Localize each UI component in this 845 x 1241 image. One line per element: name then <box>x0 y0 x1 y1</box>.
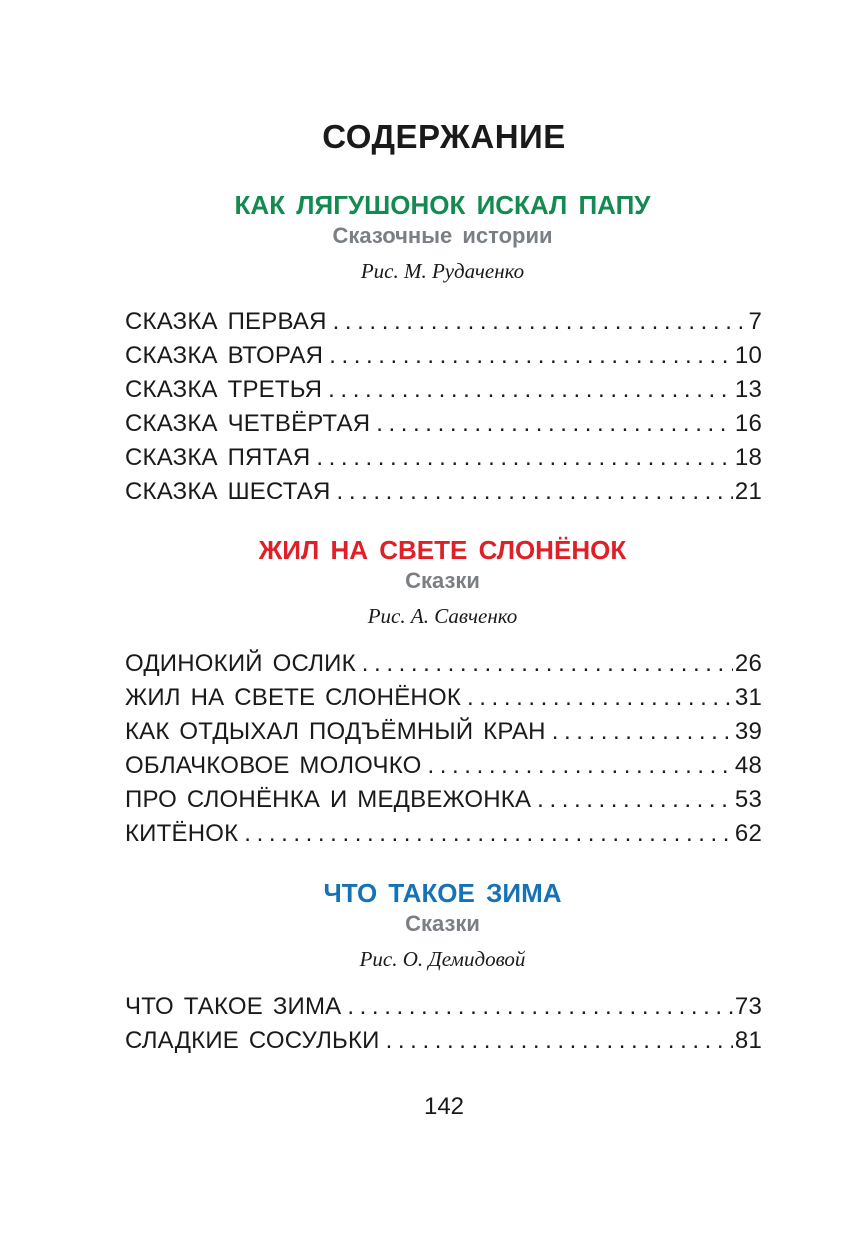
section-frog <box>0 190 845 290</box>
toc-entry[interactable] <box>125 647 762 681</box>
section-subtitle: Сказочные истории <box>332 223 553 248</box>
dot-leader <box>362 647 733 681</box>
toc-entry-label: ЖИЛ НА СВЕТЕ СЛОНЁНОК <box>125 684 462 711</box>
toc-entry-page: 81 <box>734 1027 762 1054</box>
page-number: 142 <box>423 1093 465 1120</box>
toc-entry-page: 18 <box>734 444 762 471</box>
section-subtitle: Сказки <box>405 911 480 936</box>
toc-entry-page: 48 <box>734 752 762 779</box>
toc-entry[interactable] <box>125 1024 762 1058</box>
dot-leader <box>329 339 733 373</box>
toc-entry-page: 21 <box>734 478 762 505</box>
toc-entry-page: 10 <box>734 342 762 369</box>
toc-entry[interactable] <box>125 749 762 783</box>
toc-entry-label: СКАЗКА ТРЕТЬЯ <box>125 376 323 403</box>
section-title: ЧТО ТАКОЕ ЗИМА <box>323 878 562 908</box>
toc-entry-page: 73 <box>734 993 762 1020</box>
toc-entry[interactable] <box>125 373 762 407</box>
dot-leader <box>347 990 733 1024</box>
toc-entry-page: 16 <box>734 410 762 437</box>
toc-entry[interactable] <box>125 407 762 441</box>
dot-leader <box>244 817 733 851</box>
toc-entry-page: 53 <box>734 786 762 813</box>
dot-leader <box>428 749 733 783</box>
toc-entry[interactable] <box>125 817 762 851</box>
toc-entry-label: СЛАДКИЕ СОСУЛЬКИ <box>125 1027 380 1054</box>
section-title: ЖИЛ НА СВЕТЕ СЛОНЁНОК <box>258 535 627 565</box>
toc-entry-label: ОБЛАЧКОВОЕ МОЛОЧКО <box>125 752 422 779</box>
toc-list-winter <box>125 990 762 1058</box>
section-title: КАК ЛЯГУШОНОК ИСКАЛ ПАПУ <box>234 190 651 220</box>
toc-entry-label: СКАЗКА ПЯТАЯ <box>125 444 311 471</box>
illustrator-credit: Рис. О. Демидовой <box>359 947 526 971</box>
toc-entry-page: 31 <box>734 684 762 711</box>
section-subtitle: Сказки <box>405 568 480 593</box>
toc-entry-label: ПРО СЛОНЁНКА И МЕДВЕЖОНКА <box>125 786 532 813</box>
dot-leader <box>552 715 733 749</box>
toc-entry[interactable] <box>125 305 762 339</box>
toc-entry-page: 7 <box>748 308 762 335</box>
toc-entry-label: КАК ОТДЫХАЛ ПОДЪЁМНЫЙ КРАН <box>125 718 546 745</box>
toc-list-elephant <box>125 647 762 851</box>
toc-entry-label: ОДИНОКИЙ ОСЛИК <box>125 650 356 677</box>
dot-leader <box>333 305 747 339</box>
toc-entry[interactable] <box>125 715 762 749</box>
toc-entry-label: ЧТО ТАКОЕ ЗИМА <box>125 993 342 1020</box>
dot-leader <box>316 441 733 475</box>
dot-leader <box>537 783 733 817</box>
toc-entry-page: 39 <box>734 718 762 745</box>
toc-entry[interactable] <box>125 339 762 373</box>
toc-entry-label: СКАЗКА ВТОРАЯ <box>125 342 324 369</box>
dot-leader <box>337 475 733 509</box>
page-title: СОДЕРЖАНИЕ <box>322 118 566 155</box>
toc-entry-label: КИТЁНОК <box>125 820 239 847</box>
section-elephant <box>0 535 845 635</box>
toc-entry[interactable] <box>125 783 762 817</box>
toc-entry-page: 26 <box>734 650 762 677</box>
toc-entry[interactable] <box>125 441 762 475</box>
toc-entry[interactable] <box>125 990 762 1024</box>
toc-entry-label: СКАЗКА ПЕРВАЯ <box>125 308 327 335</box>
toc-entry[interactable] <box>125 475 762 509</box>
dot-leader <box>376 407 733 441</box>
illustrator-credit: Рис. А. Савченко <box>367 604 518 628</box>
dot-leader <box>467 681 733 715</box>
toc-entry-label: СКАЗКА ЧЕТВЁРТАЯ <box>125 410 371 437</box>
section-winter <box>0 878 845 978</box>
toc-entry-page: 62 <box>734 820 762 847</box>
toc-entry-page: 13 <box>734 376 762 403</box>
toc-entry-label: СКАЗКА ШЕСТАЯ <box>125 478 331 505</box>
dot-leader <box>386 1024 733 1058</box>
toc-list-frog <box>125 305 762 509</box>
toc-entry[interactable] <box>125 681 762 715</box>
dot-leader <box>328 373 733 407</box>
illustrator-credit: Рис. М. Рудаченко <box>360 259 525 283</box>
